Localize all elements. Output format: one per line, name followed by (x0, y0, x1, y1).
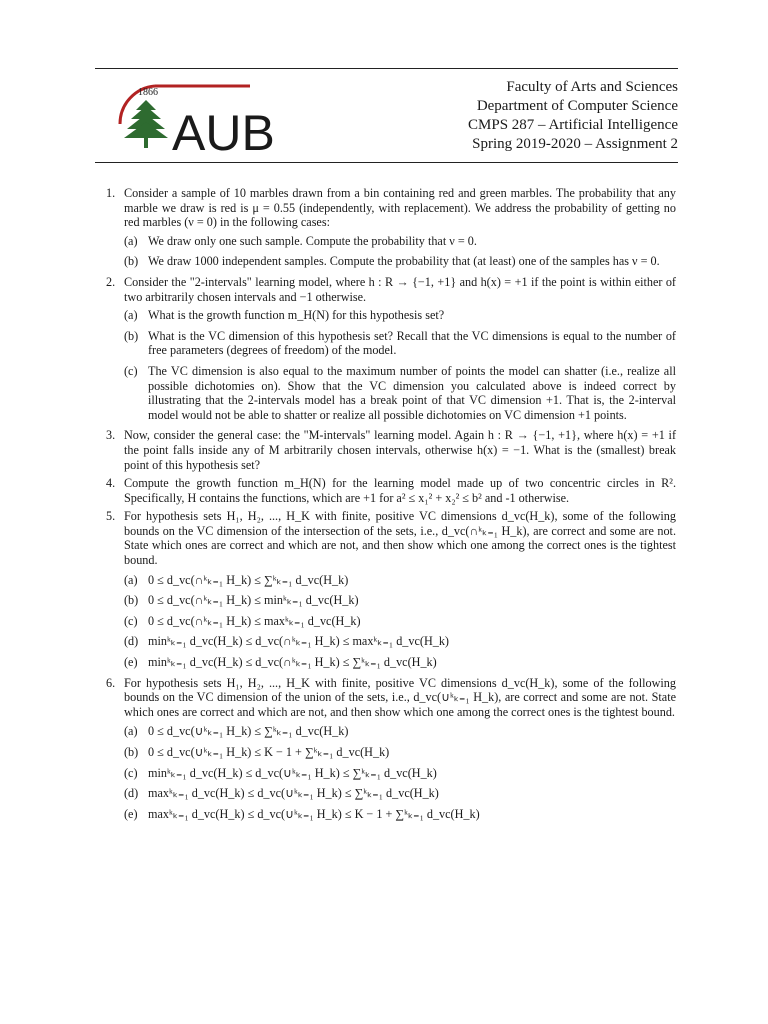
bound-formula: minᵏₖ₌₁ d_vc(H_k) ≤ d_vc(∩ᵏₖ₌₁ H_k) ≤ ∑ᵏₖ₌₁ d_vc(H_k) (148, 655, 437, 670)
bound-formula: 0 ≤ d_vc(∩ᵏₖ₌₁ H_k) ≤ ∑ᵏₖ₌₁ d_vc(H_k) (148, 572, 349, 587)
question-6b (124, 745, 676, 760)
question-5a (124, 573, 676, 588)
course-line: CMPS 287 – Artificial Intelligence (468, 117, 678, 133)
question-number: 6. (106, 675, 116, 690)
question-6a (124, 724, 676, 739)
sub-label: (c) (124, 613, 138, 628)
question-number: 3. (106, 428, 116, 443)
question-4 (106, 476, 676, 505)
header-bottom-rule (95, 162, 678, 163)
sub-text: We draw 1000 independent samples. Compute the probability that (at least) one of the samples has ν = 0. (148, 254, 660, 269)
sub-text: We draw only one such sample. Compute the probability that ν = 0. (148, 233, 477, 248)
sub-label: (e) (124, 655, 138, 670)
question-2a (124, 308, 676, 323)
bound-formula: 0 ≤ d_vc(∩ᵏₖ₌₁ H_k) ≤ maxᵏₖ₌₁ d_vc(H_k) (148, 613, 361, 628)
question-number: 4. (106, 476, 116, 491)
logo-year: 1866 (138, 87, 158, 98)
sub-label: (a) (124, 724, 138, 739)
question-text: For hypothesis sets H₁, H₂, ..., H_K with finite, positive VC dimensions d_vc(H_k), some of the following bounds on the VC dimension of the union of the sets, i.e., d_vc(∪ᵏₖ₌₁ H_k), are correct and some are not. State which ones are correct and which are not, and then show which one among the correct ones is the tightest bound. (124, 675, 676, 719)
assignment-line: Spring 2019-2020 – Assignment 2 (472, 136, 678, 152)
sub-label: (a) (124, 572, 138, 587)
header-top-rule (95, 68, 678, 69)
question-3 (106, 428, 676, 472)
sub-label: (b) (124, 328, 139, 343)
question-2c (124, 364, 676, 422)
sub-label: (b) (124, 254, 139, 269)
sub-label: (c) (124, 363, 138, 378)
question-5b (124, 593, 676, 608)
question-number: 5. (106, 509, 116, 524)
question-text: Now, consider the general case: the "M-intervals" learning model. Again h : R → {−1, +1}, where h(x) = +1 if the point falls inside any of M arbitrarily chosen intervals, otherwise h(x) = −1. What is the (smallest) break point of this hypothesis set? (124, 428, 676, 472)
sub-label: (a) (124, 233, 138, 248)
question-1 (106, 186, 676, 269)
question-1a (124, 234, 676, 249)
sub-text: What is the VC dimension of this hypothesis set? Recall that the VC dimensions is equal to the number of free parameters (degrees of freedom) of the model. (148, 328, 676, 358)
bound-formula: maxᵏₖ₌₁ d_vc(H_k) ≤ d_vc(∪ᵏₖ₌₁ H_k) ≤ ∑ᵏₖ₌₁ d_vc(H_k) (148, 786, 439, 801)
question-text: Consider the "2-intervals" learning model, where h : R → {−1, +1} and h(x) = +1 if the point is within either of two arbitrarily chosen intervals and −1 otherwise. (124, 274, 676, 304)
question-text: Consider a sample of 10 marbles drawn from a bin containing red and green marbles. The probability that any marble we draw is red is μ = 0.55 (independently, with replacement). We address the probability of getting no red marbles (ν = 0) in the following cases: (124, 186, 676, 230)
bound-formula: minᵏₖ₌₁ d_vc(H_k) ≤ d_vc(∪ᵏₖ₌₁ H_k) ≤ ∑ᵏₖ₌₁ d_vc(H_k) (148, 765, 437, 780)
question-2b (124, 329, 676, 358)
question-6d (124, 786, 676, 801)
sub-label: (c) (124, 765, 138, 780)
bound-formula: 0 ≤ d_vc(∩ᵏₖ₌₁ H_k) ≤ minᵏₖ₌₁ d_vc(H_k) (148, 593, 359, 608)
course-header (468, 78, 678, 154)
sub-label: (d) (124, 786, 139, 801)
assignment-body (106, 186, 676, 827)
bound-formula: minᵏₖ₌₁ d_vc(H_k) ≤ d_vc(∩ᵏₖ₌₁ H_k) ≤ maxᵏₖ₌₁ d_vc(H_k) (148, 634, 449, 649)
question-number: 2. (106, 274, 116, 289)
bound-formula: 0 ≤ d_vc(∪ᵏₖ₌₁ H_k) ≤ ∑ᵏₖ₌₁ d_vc(H_k) (148, 724, 349, 739)
question-6e (124, 807, 676, 822)
cedar-tree-icon (124, 100, 168, 148)
department-line: Department of Computer Science (476, 98, 678, 114)
question-number: 1. (106, 186, 116, 200)
question-2 (106, 275, 676, 422)
question-5 (106, 509, 676, 669)
question-text: Compute the growth function m_H(N) for the learning model made up of two concentric circles in R². Specifically, H contains the functions, which are +1 for a² ≤ x₁² + x₂² ≤ b² and -1 otherwise. (124, 476, 676, 505)
sub-label: (a) (124, 308, 138, 323)
question-6c (124, 766, 676, 781)
sub-label: (e) (124, 806, 138, 821)
logo-text: AUB (172, 105, 275, 161)
sub-label: (d) (124, 634, 139, 649)
question-text: For hypothesis sets H₁, H₂, ..., H_K with finite, positive VC dimensions d_vc(H_k), some of the following bounds on the VC dimension of the intersection of the sets, i.e., d_vc(∩ᵏₖ₌₁ H_k), are correct and some are not. State which ones are correct and which are not, and then show which one among the correct ones is the tightest bound. (124, 509, 676, 568)
sub-label: (b) (124, 745, 139, 759)
sub-text: What is the growth function m_H(N) for this hypothesis set? (148, 308, 445, 323)
sub-label: (b) (124, 593, 139, 608)
sub-text: The VC dimension is also equal to the maximum number of points the model can shatter (i.e., realize all possible dichotomies on). Show that the VC dimension you calculated above is indeed correct by illustrating that the 2-intervals model has a break point of that VC dimension +1. That is, the 2-interval model would not be able to shatter or realize all possible dichotomies on VC dimension +1 points. (148, 363, 676, 422)
question-6 (106, 676, 676, 822)
faculty-line: Faculty of Arts and Sciences (506, 79, 678, 95)
question-5d (124, 634, 676, 649)
question-1b (124, 254, 676, 269)
question-5e (124, 655, 676, 670)
aub-logo (100, 74, 290, 164)
question-5c (124, 614, 676, 629)
bound-formula: 0 ≤ d_vc(∪ᵏₖ₌₁ H_k) ≤ K − 1 + ∑ᵏₖ₌₁ d_vc(H_k) (148, 745, 390, 759)
bound-formula: maxᵏₖ₌₁ d_vc(H_k) ≤ d_vc(∪ᵏₖ₌₁ H_k) ≤ K − 1 + ∑ᵏₖ₌₁ d_vc(H_k) (148, 806, 480, 821)
